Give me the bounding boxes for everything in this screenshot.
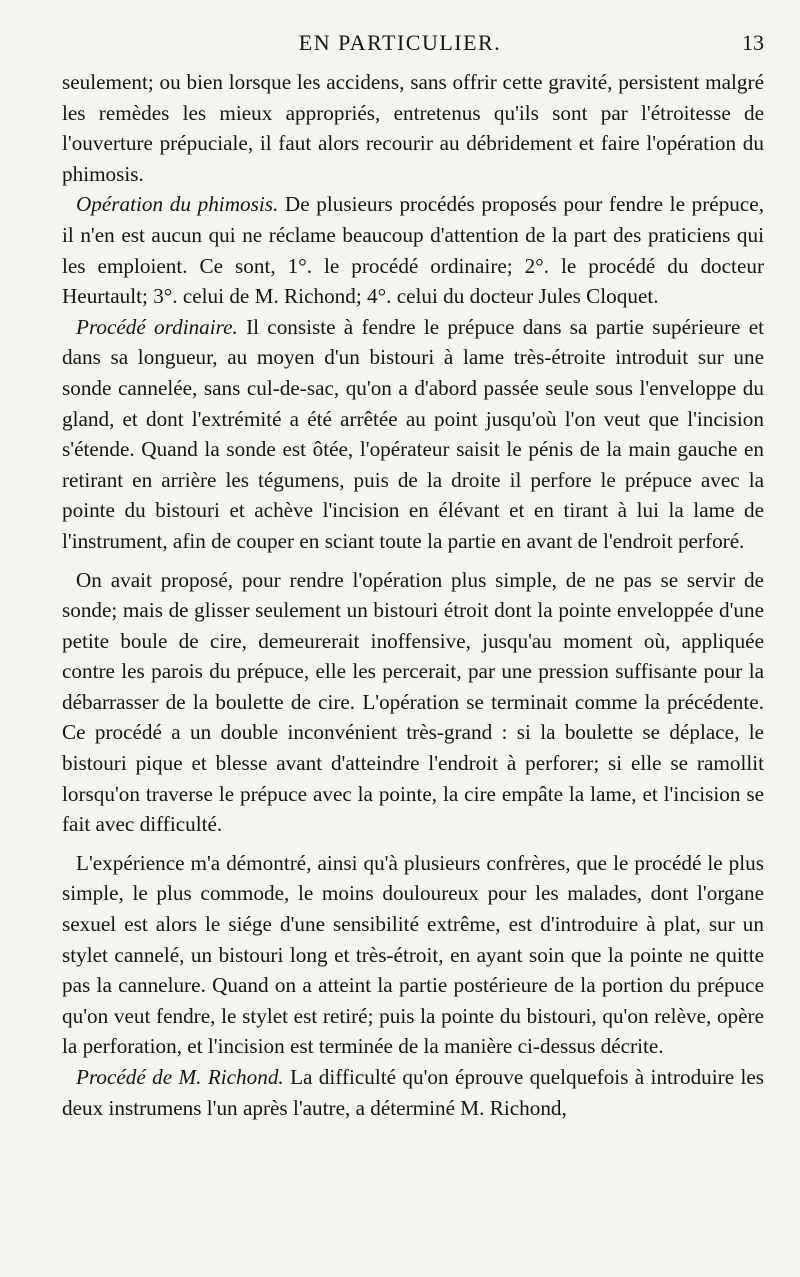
paragraph-operation-phimosis	[62, 189, 764, 311]
paragraph-text: Il consiste à fendre le prépuce dans sa partie supérieure et dans sa longueur, au moyen d'un bistouri à lame très-étroite introduit sur une sonde cannelée, sans cul-de-sac, qu'on a d'abord passée seule sous l'enveloppe du gland, et dont l'extrémité a été arrêtée au point jusqu'où l'on veut que l'incision s'étende. Quand la sonde est ôtée, l'opérateur saisit le pénis de la main gauche en retirant en arrière les tégumens, puis de la droite il perfore le prépuce avec la pointe du bistouri et achève l'incision en élévant et en tirant à lui la lame de l'instrument, afin de couper en sciant toute la partie en avant de l'endroit perforé.	[62, 314, 764, 553]
section-lead-operation-phimosis: Opération du phimosis.	[76, 192, 279, 217]
paragraph-procede-richond	[62, 1062, 764, 1123]
section-lead-procede-ordinaire: Procédé ordinaire.	[76, 314, 238, 339]
paragraph-text: La difficulté qu'on éprouve quelquefois à introduire les deux instrumens l'un après l'autre, a déterminé M. Richond,	[62, 1065, 764, 1120]
running-title: EN PARTICULIER.	[298, 30, 502, 55]
page-header	[0, 30, 800, 64]
paragraph-procede-ordinaire	[62, 312, 764, 557]
body-text	[62, 67, 764, 1123]
paragraph-text: De plusieurs procédés proposés pour fendre le prépuce, il n'en est aucun qui ne réclame beaucoup d'attention de la part des praticiens qui les emploient. Ce sont, 1°. le procédé ordinaire; 2°. le procédé du docteur Heurtault; 3°. celui de M. Richond; 4°. celui du docteur Jules Cloquet.	[62, 192, 764, 309]
paragraph-text: seulement; ou bien lorsque les accidens, sans offrir cette gravité, persistent malgré les remèdes les mieux appropriés, entretenus qu'ils sont par l'étroitesse de l'ouverture prépuciale, il faut alors recourir au débridement et faire l'opération du phimosis.	[62, 70, 764, 186]
page-number: 13	[742, 30, 764, 55]
paragraph-text: On avait proposé, pour rendre l'opération plus simple, de ne pas se servir de sonde; mais de glisser seulement un bistouri étroit dont la pointe enveloppée d'une petite boule de cire, demeurerait inoffensive, jusqu'au moment où, appliquée contre les parois du prépuce, elle les percerait, par une pression suffisante pour la débarrasser de la boulette de cire. L'opération se terminait comme la précédente. Ce procédé a un double inconvénient très-grand : si la boulette se déplace, le bistouri pique et blesse avant d'atteindre l'endroit à perforer; si elle se ramollit lorsqu'on traverse le prépuce avec la pointe, la cire empâte la lame, et l'incision se fait avec difficulté.	[62, 567, 764, 837]
paragraph-text: L'expérience m'a démontré, ainsi qu'à plusieurs confrères, que le procédé le plus simple, le plus commode, le moins douloureux pour les malades, dont l'organe sexuel est alors le siége d'une sensibilité extrême, est d'introduire à plat, sur un stylet cannelé, un bistouri long et très-étroit, en ayant soin que la pointe ne quitte pas la cannelure. Quand on a atteint la partie postérieure de la portion du prépuce qu'on veut fendre, le stylet est retiré; puis la pointe du bistouri, qu'on relève, opère la perforation, et l'incision est terminée de la manière ci-dessus décrite.	[62, 850, 764, 1059]
section-lead-procede-richond: Procédé de M. Richond.	[76, 1065, 284, 1089]
paragraph-boulette-cire	[62, 565, 764, 840]
paragraph-continuation	[62, 67, 764, 189]
paragraph-experience	[62, 848, 764, 1062]
